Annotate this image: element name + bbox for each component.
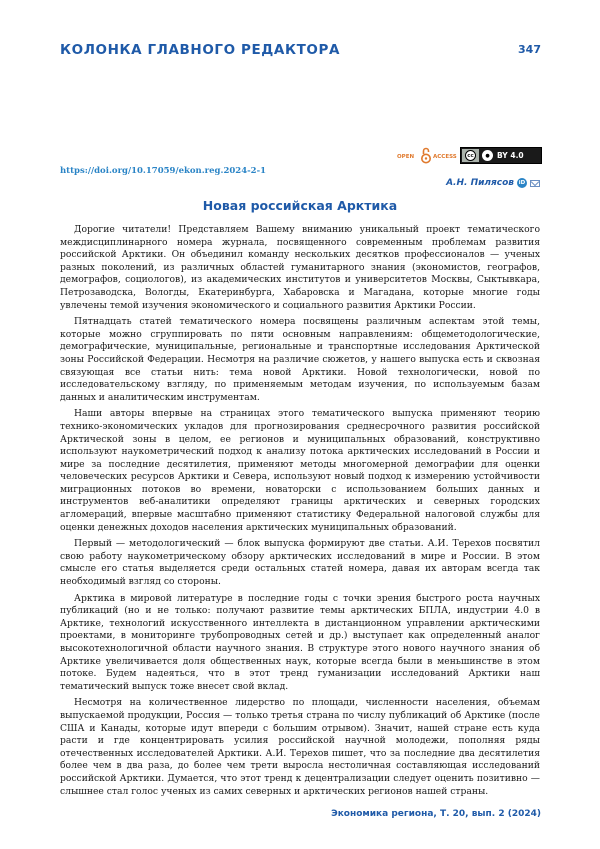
cc-symbol: cc — [465, 150, 476, 161]
article-title: Новая российская Арктика — [202, 198, 398, 213]
author-line — [446, 178, 540, 188]
paragraph: Пятнадцать статей тематического номера посвящены различным аспектам этой темы, которые можно сгруппировать по пяти основным направлениям: общеметодологические, демографические, муниципальные, региональные и транспортные исследования Арктической зоны Российской Федерации. Несмотря на различие сюжетов, у нашего выпуска есть и сквозная связующая все статьи нить: тема новой Арктики. Новой технологически, новой по исследовательскому взгляду, по применяемым методам изучения, по используемым базам данных и аналитическим инструментам. — [60, 316, 540, 403]
mail-icon[interactable] — [530, 180, 540, 187]
cc-by-license-icon[interactable] — [460, 147, 542, 164]
page-number: 347 — [518, 43, 541, 56]
journal-footer: Экономика региона, Т. 20, вып. 2 (2024) — [331, 809, 541, 819]
license-label: BY 4.0 — [497, 151, 524, 160]
person-icon: ● — [482, 150, 493, 161]
doi-link[interactable]: https://doi.org/10.17059/ekon.reg.2024-2-1 — [60, 166, 267, 176]
section-title: КОЛОНКА ГЛАВНОГО РЕДАКТОРА — [60, 42, 341, 58]
paragraph: Наши авторы впервые на страницах этого тематического выпуска применяют теорию технико-экономических укладов для прогнозирования среднесрочного развития российской Арктической зоны в целом, ее регионов и муниципальных образований, конструктивно используют наукометрический подход к анализу потока арктических исследований в России и мире за последние десятилетия, применяют методы многомерной демографии для оценки человеческих ресурсов Арктики и Севера, используют новый подход к измерению устойчивости миграционных потоков во времени, новаторски с использованием больших данных и инструментов веб-аналитики определяют границы арктических и северных городских агломераций, впервые масштабно применяют статистику Федеральной налоговой службы для оценки денежных доходов населения арктических муниципальных образований. — [60, 408, 540, 533]
paragraph: Дорогие читатели! Представляем Вашему вниманию уникальный проект тематического междисциплинарного номера журнала, посвященного современным проблемам развития российской Арктики. Он объединил команду нескольких десятков профессионалов — ученых разных поколений, из различных областей гуманитарного знания (экономистов, географов, демографов, социологов), из академических институтов и университетов Москвы, Сыктывкара, Петрозаводска, Вологды, Екатеринбурга, Хабаровска и Магадана, которые многие годы увлечены темой изучения экономического и социального развития Арктики России. — [60, 224, 540, 311]
article-body — [60, 224, 540, 802]
paragraph: Первый — методологический — блок выпуска формируют две статьи. А.И. Терехов посвятил свою работу наукометрическому обзору арктических исследований в мире и России. В этом смысле его статья выделяется среди остальных статей номера, давая их авторам всегда так необходимый взгляд со стороны. — [60, 538, 540, 588]
access-label: ACCESS — [433, 154, 457, 160]
author-name: А.Н. Пилясов — [446, 178, 514, 188]
paragraph: Несмотря на количественное лидерство по площади, численности населения, объемам выпускаемой продукции, Россия — только третья страна по числу публикаций об Арктике (после США и Канады, которые идут впереди с большим отрывом). Значит, нашей стране есть куда расти и где концентрировать усилия российской научной молодежи, пополняя ряды отечественных исследователей Арктики. А.И. Терехов пишет, что за последние два десятилетия более чем в два раза, до более чем трети выросла нестоличная составляющая исследований российской Арктики. Думается, что этот тренд к децентрализации следует оценить позитивно — слышнее стал голос ученых из самих северных и арктических регионов нашей страны. — [60, 697, 540, 797]
open-access-license-block — [397, 142, 542, 168]
open-access-lock-icon — [421, 146, 431, 164]
orcid-icon[interactable]: iD — [518, 180, 526, 186]
paragraph: Арктика в мировой литературе в последние годы с точки зрения быстрого роста научных публикаций (но и не только: получают развитие темы арктических БПЛА, индустрии 4.0 в Арктике, технологий искусственного интеллекта в дистанционном управлении арктическими проектами, в мониторинге трубопроводных сетей и др.) выступает как определенный аналог высокотехнологичной области научного знания. В структуре этого нового научного знания об Арктике увеличивается доля общественных наук, которые всегда были в меньшинстве в этом потоке. Будем надеяться, что в этот тренд гуманизации исследований Арктики наш тематический выпуск тоже внесет свой вклад. — [60, 592, 540, 692]
open-label: OPEN — [397, 154, 415, 160]
